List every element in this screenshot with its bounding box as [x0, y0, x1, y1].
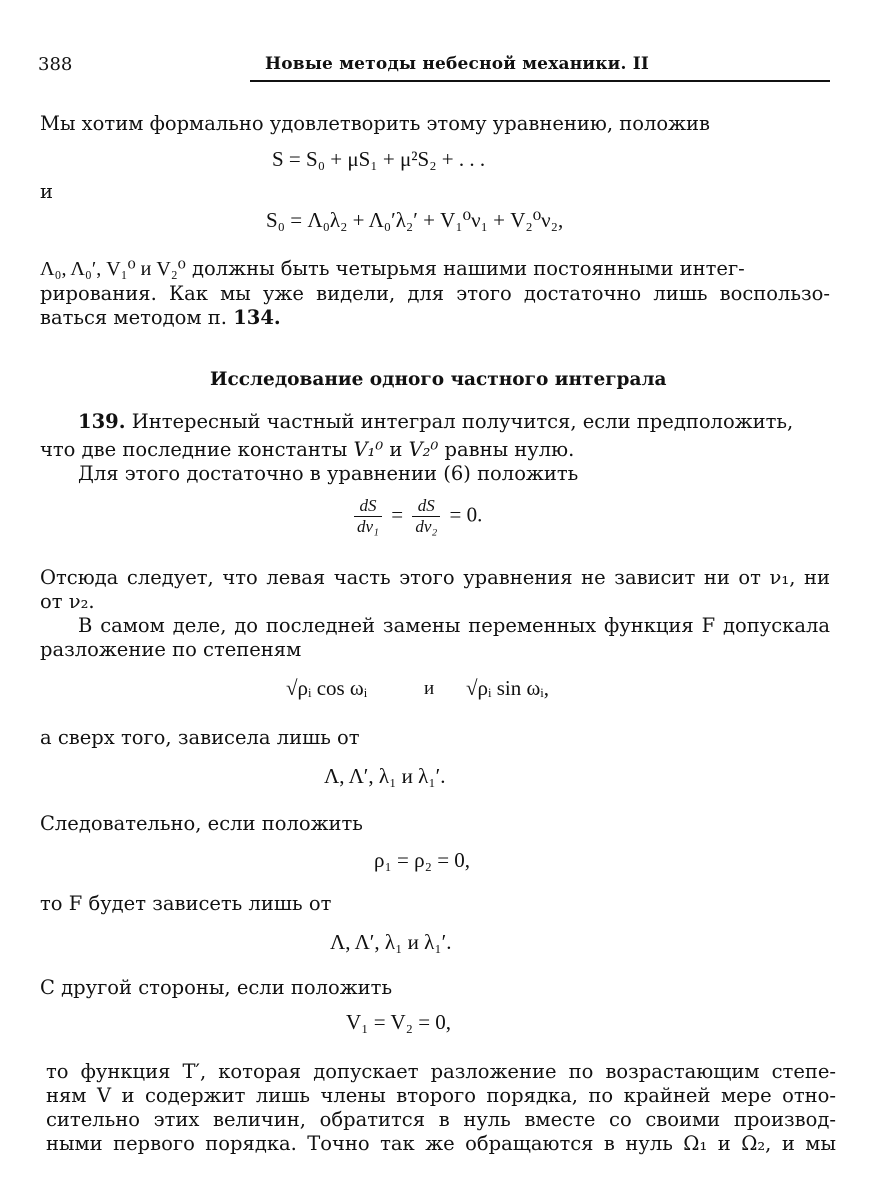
formula-sqrt-sin: √ρᵢ sin ωᵢ, — [466, 676, 549, 700]
text-line: Мы хотим формально удовлетворить этому уравнению, положив — [40, 112, 711, 135]
text-line: Следовательно, если положить — [40, 812, 363, 835]
frac1-denominator: dν₁ — [354, 516, 382, 537]
text-line: разложение по степеням — [40, 638, 302, 661]
text-line: В самом деле, до последней замены переменных функция F допускала — [78, 614, 830, 637]
text-two-last: что две последние константы — [40, 438, 348, 461]
formula-S0: S₀ = Λ₀λ₂ + Λ₀′λ₂′ + V₁⁰ν₁ + V₂⁰ν₂, — [266, 208, 564, 232]
text-line: а сверх того, зависела лишь от — [40, 726, 360, 749]
text-line: то функция T′, которая допускает разложение по возрастающим степе- — [46, 1060, 836, 1083]
frac2-denominator: dν₂ — [412, 516, 440, 537]
formula-and: и — [424, 678, 435, 699]
text-line: ням V и содержит лишь члены второго порядка, по крайней мере отно- — [46, 1084, 836, 1107]
text-line-constants — [40, 257, 830, 281]
text-line: сительно этих величин, обратится в нуль вместе со своими производ- — [46, 1108, 836, 1131]
text-constants-tail: должны быть четырьмя нашими постоянными интег- — [192, 257, 745, 280]
running-title: Новые методы небесной механики. II — [265, 54, 650, 74]
fraction-dS-dv1 — [354, 496, 382, 537]
formula-rho: ρ₁ = ρ₂ = 0, — [374, 848, 471, 872]
text-equal-zero: равны нулю. — [444, 438, 575, 461]
text-and: и — [389, 438, 403, 461]
header-rule — [250, 80, 830, 82]
text-line-method — [40, 306, 281, 330]
formula-S: S = S₀ + μS₁ + μ²S₂ + . . . — [272, 147, 486, 171]
section-heading: Исследование одного частного интеграла — [210, 369, 667, 390]
text-interesting: Интересный частный интеграл получится, если предположить, — [131, 410, 794, 433]
frac2-numerator: dS — [417, 496, 435, 515]
equals-zero: = 0. — [449, 502, 483, 527]
text-line: от ν₂. — [40, 590, 95, 613]
formula-constants: Λ₀, Λ₀′, V₁⁰ и V₂⁰ — [40, 258, 186, 280]
formula-V2: V₂⁰ — [408, 438, 439, 461]
text-word-and: и — [40, 180, 53, 203]
formula-V-zero: V₁ = V₂ = 0, — [346, 1010, 452, 1034]
text-line: ными первого порядка. Точно так же обращаются в нуль Ω₁ и Ω₂, и мы — [46, 1132, 836, 1155]
text-line: Отсюда следует, что левая часть этого уравнения не зависит ни от ν₁, ни — [40, 566, 830, 589]
paragraph-139-start — [78, 410, 830, 434]
text-line-two-last — [40, 438, 574, 462]
paragraph-number: 139. — [78, 410, 126, 433]
equals-sign: = — [391, 502, 404, 527]
text-line: то F будет зависеть лишь от — [40, 892, 332, 915]
formula-variables: Λ, Λ′, λ₁ и λ₁′. — [324, 764, 446, 788]
text-line: С другой стороны, если положить — [40, 976, 393, 999]
frac1-numerator: dS — [359, 496, 377, 515]
text-line: рирования. Как мы уже видели, для этого достаточно лишь воспользо- — [40, 282, 830, 305]
formula-sqrt-cos: √ρᵢ cos ωᵢ — [286, 676, 368, 700]
formula-variables-2: Λ, Λ′, λ₁ и λ₁′. — [330, 930, 452, 954]
formula-V1: V₁⁰ — [353, 438, 384, 461]
text-line: Для этого достаточно в уравнении (6) положить — [78, 462, 579, 485]
page-number: 388 — [38, 54, 73, 75]
formula-derivatives — [350, 496, 482, 537]
section-reference: 134. — [233, 306, 281, 329]
fraction-dS-dv2 — [412, 496, 440, 537]
text-method: ваться методом п. — [40, 306, 227, 329]
